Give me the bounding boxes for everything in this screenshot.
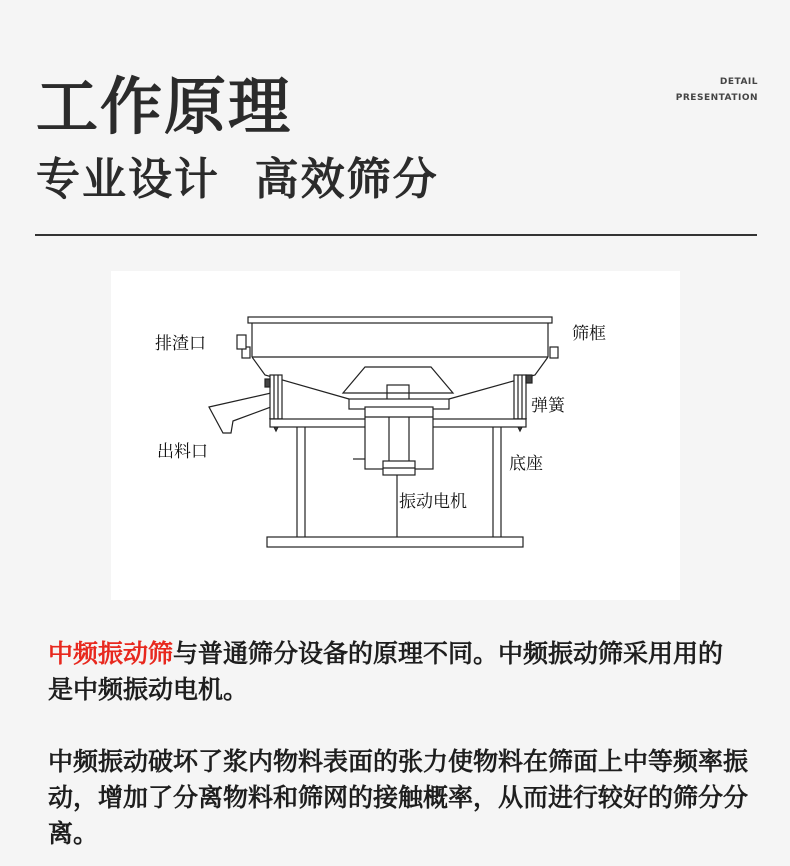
label-vibration-motor: 振动电机 <box>399 492 467 512</box>
page-subtitle: 专业设计 高效筛分 <box>36 154 439 205</box>
header-divider <box>35 234 757 236</box>
page-title: 工作原理 <box>36 70 293 143</box>
discharge-chute-shape <box>209 393 271 433</box>
hopper-shape <box>252 357 548 409</box>
description-paragraph-1 <box>48 636 748 708</box>
label-spring: 弹簧 <box>531 396 565 416</box>
detail-presentation-tag <box>676 74 758 106</box>
detail-line-1: DETAIL <box>719 77 758 87</box>
label-base: 底座 <box>509 454 543 474</box>
slag-outlet-shape <box>237 335 246 349</box>
label-screen-frame: 筛框 <box>572 324 606 344</box>
highlight-product-name: 中频振动筛 <box>48 639 174 668</box>
description-p1-text: 与普通筛分设备的原理不同。中频振动筛采用用的是中频振动电机。 <box>48 639 724 704</box>
label-slag-outlet: 排渣口 <box>155 334 206 354</box>
screen-frame-shape <box>242 317 558 358</box>
detail-line-2: PRESENTATION <box>675 93 758 103</box>
vibration-motor-shape <box>353 407 433 537</box>
label-discharge-outlet: 出料口 <box>157 442 208 462</box>
sieve-diagram-svg <box>111 271 680 600</box>
description-paragraph-2: 中频振动破坏了浆内物料表面的张力使物料在筛面上中等频率振动，增加了分离物料和筛网的接触概率，从而进行较好的筛分分离。 <box>48 747 749 848</box>
sieve-diagram <box>111 271 680 600</box>
